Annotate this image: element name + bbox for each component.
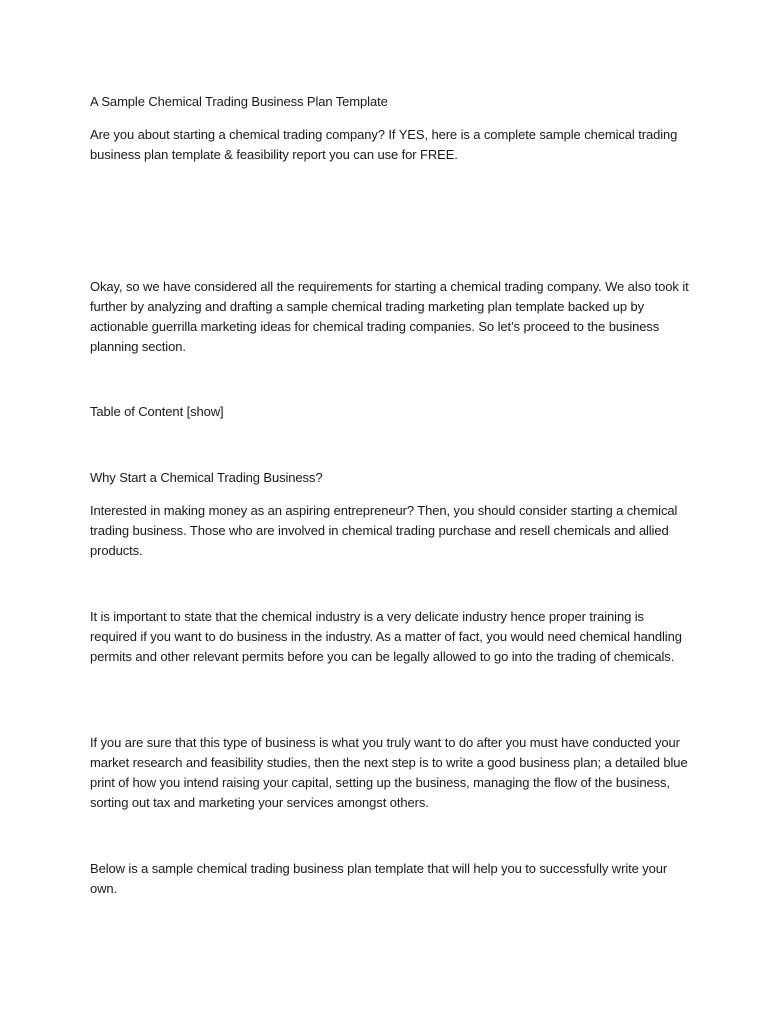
intro-paragraph: Are you about starting a chemical trading company? If YES, here is a complete sample chemical trading business plan template & feasibility report you can use for FREE. [90,127,678,162]
important-paragraph: It is important to state that the chemical industry is a very delicate industry hence proper training is required if you want to do business in the industry. As a matter of fact, you would need chemical handling permits and other relevant permits before you can be legally allowed to go into the trading of chemicals. [90,609,682,664]
document-title: A Sample Chemical Trading Business Plan Template [90,94,388,109]
closing-paragraph: Below is a sample chemical trading business plan template that will help you to successfully write your own. [90,861,668,896]
table-of-content-toggle[interactable]: Table of Content [show] [90,404,224,419]
section-heading: Why Start a Chemical Trading Business? [90,470,323,485]
business-plan-paragraph: If you are sure that this type of business is what you truly want to do after you must have conducted your market research and feasibility studies, then the next step is to write a good business plan; a detailed blue print of how you intend raising your capital, setting up the business, managing the flow of the business, sorting out tax and marketing your services amongst others. [90,735,688,810]
interested-paragraph: Interested in making money as an aspiring entrepreneur? Then, you should consider starting a chemical trading business. Those who are involved in chemical trading purchase and resell chemicals and allied products. [90,503,678,558]
requirements-paragraph: Okay, so we have considered all the requirements for starting a chemical trading company. We also took it further by analyzing and drafting a sample chemical trading marketing plan template backed up by actionable guerrilla marketing ideas for chemical trading companies. So let’s proceed to the business planning section. [90,279,689,354]
